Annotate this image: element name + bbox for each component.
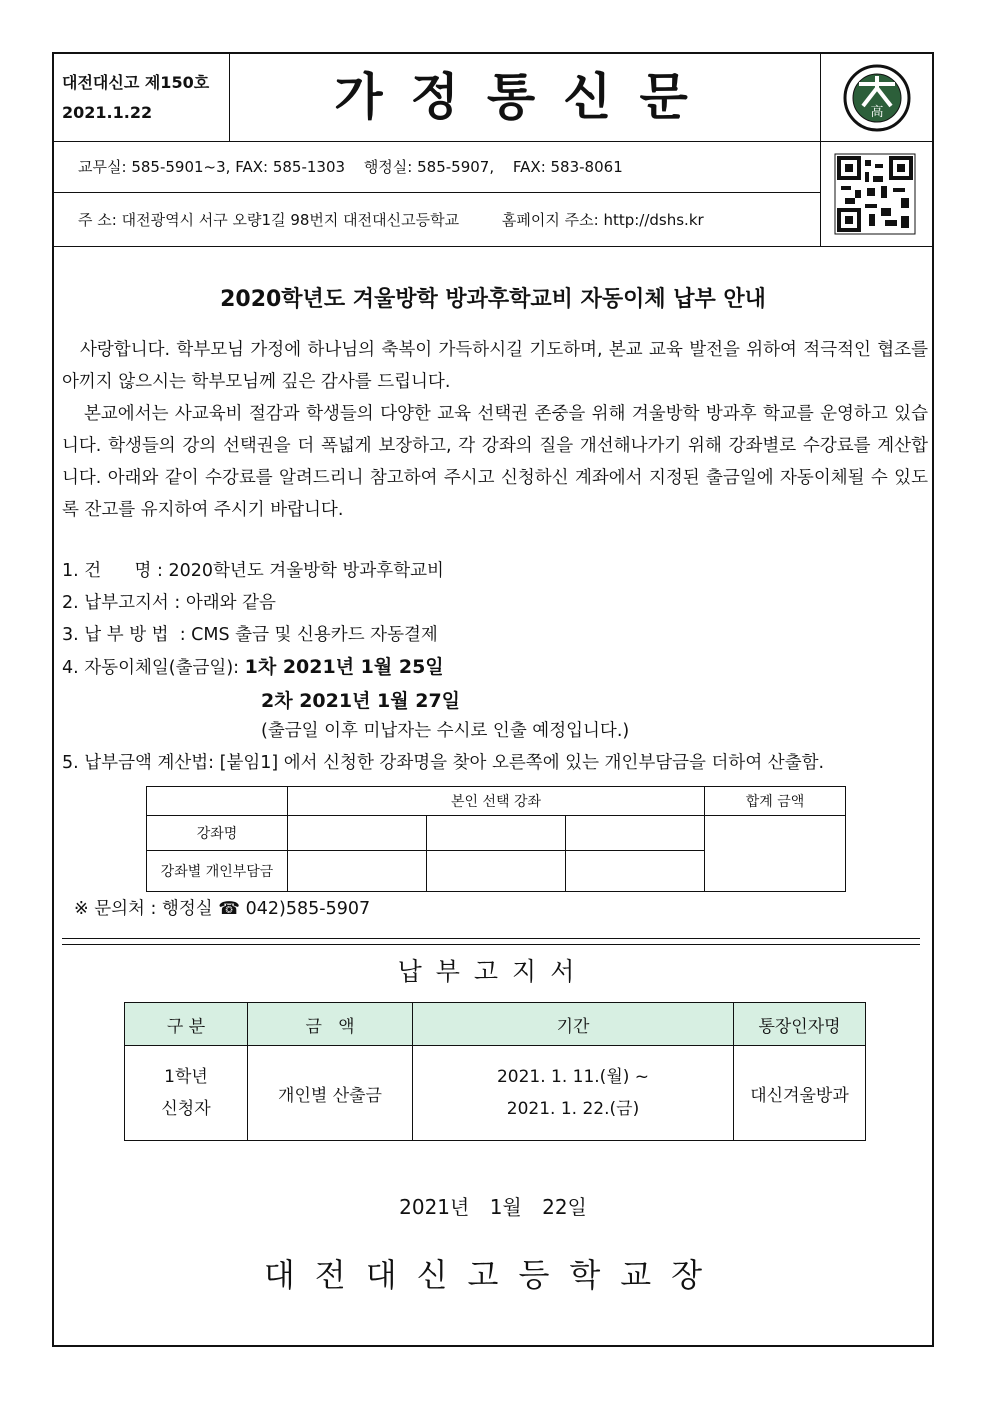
- principal-signature: 대전대신고등학교장: [263, 1256, 723, 1294]
- col-period: 기간: [413, 1003, 734, 1046]
- document-frame: [52, 52, 934, 1347]
- admin-fax: FAX: 583-8061: [512, 158, 623, 176]
- office-fax: FAX: 585-1303: [235, 158, 346, 176]
- info-paragraph: 본교에서는 사교육비 절감과 학생들의 다양한 교육 선택권 존중을 위해 겨울방학 방과후 학교를 운영하고 있습니다. 학생들의 강의 선택권을 더 폭넓게 보장하고, 각 강좌의 질을 개선해나가기 위해 강좌별로 수강료를 계산합니다. 아래와 같이 수강료를 알려드리니 참고하여 주시고 신청하신 계좌에서 지정된 출금일에 자동이체될 수 있도록 잔고를 유지하여 주시기 바랍니다.: [62, 404, 928, 520]
- account-name-cell: 대신겨울방과: [734, 1046, 866, 1141]
- address-row: [54, 194, 820, 246]
- school-logo: [821, 54, 931, 244]
- course-cell[interactable]: [288, 816, 427, 851]
- selection-table: [146, 786, 846, 892]
- header-divider: [54, 246, 932, 247]
- item-4-note: (출금일 이후 미납자는 수시로 인출 예정입니다.): [261, 721, 630, 741]
- contact-row: [54, 142, 820, 193]
- issue-date: 2021.1.22: [62, 103, 153, 122]
- period-cell: 2021. 1. 11.(월) ~ 2021. 1. 22.(금): [413, 1046, 734, 1141]
- category-cell: 1학년 신청자: [125, 1046, 248, 1141]
- homepage-link[interactable]: http://dshs.kr: [603, 211, 704, 229]
- col-amount: 금 액: [248, 1003, 413, 1046]
- second-withdrawal-date: 2차 2021년 1월 27일: [261, 690, 461, 712]
- document-title: 2020학년도 겨울방학 방과후학교비 자동이체 납부 안내: [220, 287, 766, 312]
- item-5: 5. 납부금액 계산법: [붙임1] 에서 신청한 강좌명을 찾아 오른쪽에 있는 개인부담금을 더하여 산출함.: [62, 753, 825, 773]
- admin-tel: 585-5907,: [417, 158, 495, 176]
- col-account-name: 통장인자명: [734, 1003, 866, 1046]
- issue-date-footer: 2021년 1월 22일: [399, 1195, 587, 1219]
- course-cell[interactable]: [566, 816, 705, 851]
- admin-label: 행정실:: [363, 158, 413, 176]
- item-3: 3. 납 부 방 법 : CMS 출금 및 신용카드 자동결제: [62, 625, 438, 645]
- address: 대전광역시 서구 오량1길 98번지 대전대신고등학교: [121, 211, 460, 229]
- payment-notice-table: [124, 1002, 866, 1141]
- item-2: 2. 납부고지서 : 아래와 같음: [62, 593, 276, 613]
- issue-info: [54, 54, 230, 141]
- office-label: 교무실:: [78, 158, 127, 176]
- page-title: 가정통신문: [334, 68, 716, 126]
- item-4-second: [261, 686, 460, 717]
- selected-course-header: 본인 선택 강좌: [288, 787, 705, 816]
- qr-code-icon: [835, 154, 915, 234]
- fee-cell[interactable]: [566, 851, 705, 892]
- notice-title: 납부고지서: [397, 957, 589, 986]
- col-category: 구 분: [125, 1003, 248, 1046]
- school-emblem-icon: [845, 66, 909, 130]
- double-divider: [62, 938, 920, 945]
- greeting-paragraph: 사랑합니다. 학부모님 가정에 하나님의 축복이 가득하시길 기도하며, 본교 교육 발전을 위하여 적극적인 협조를 아끼지 않으시는 학부모님께 깊은 감사를 드립니다.: [62, 340, 928, 392]
- fee-cell[interactable]: [427, 851, 566, 892]
- address-label: 주 소:: [78, 211, 117, 229]
- item-1: 1. 건 명 : 2020학년도 겨울방학 방과후학교비: [62, 561, 444, 581]
- total-cell[interactable]: [705, 816, 846, 892]
- header-top-row: [54, 54, 932, 142]
- fee-cell[interactable]: [288, 851, 427, 892]
- inquiry: ※ 문의처 : 행정실 ☎ 042)585-5907: [74, 899, 371, 919]
- logo-cell: [820, 54, 932, 246]
- issue-number: 대전대신고 제150호: [62, 73, 210, 92]
- homepage-label: 홈페이지 주소:: [501, 211, 599, 229]
- phone-icon: ☎: [218, 899, 241, 919]
- total-header: 합계 금액: [705, 787, 846, 816]
- office-tel: 585-5901~3,: [131, 158, 231, 176]
- fee-label: 강좌별 개인부담금: [147, 851, 288, 892]
- svg-text:高: 高: [870, 105, 884, 120]
- course-name-label: 강좌명: [147, 816, 288, 851]
- header: [54, 54, 932, 246]
- item-4: 4. 자동이체일(출금일): 1차 2021년 1월 25일: [62, 656, 444, 678]
- amount-cell: 개인별 산출금: [248, 1046, 413, 1141]
- first-withdrawal-date: 1차 2021년 1월 25일: [244, 656, 444, 678]
- inquiry-phone: 042)585-5907: [245, 899, 371, 919]
- course-cell[interactable]: [427, 816, 566, 851]
